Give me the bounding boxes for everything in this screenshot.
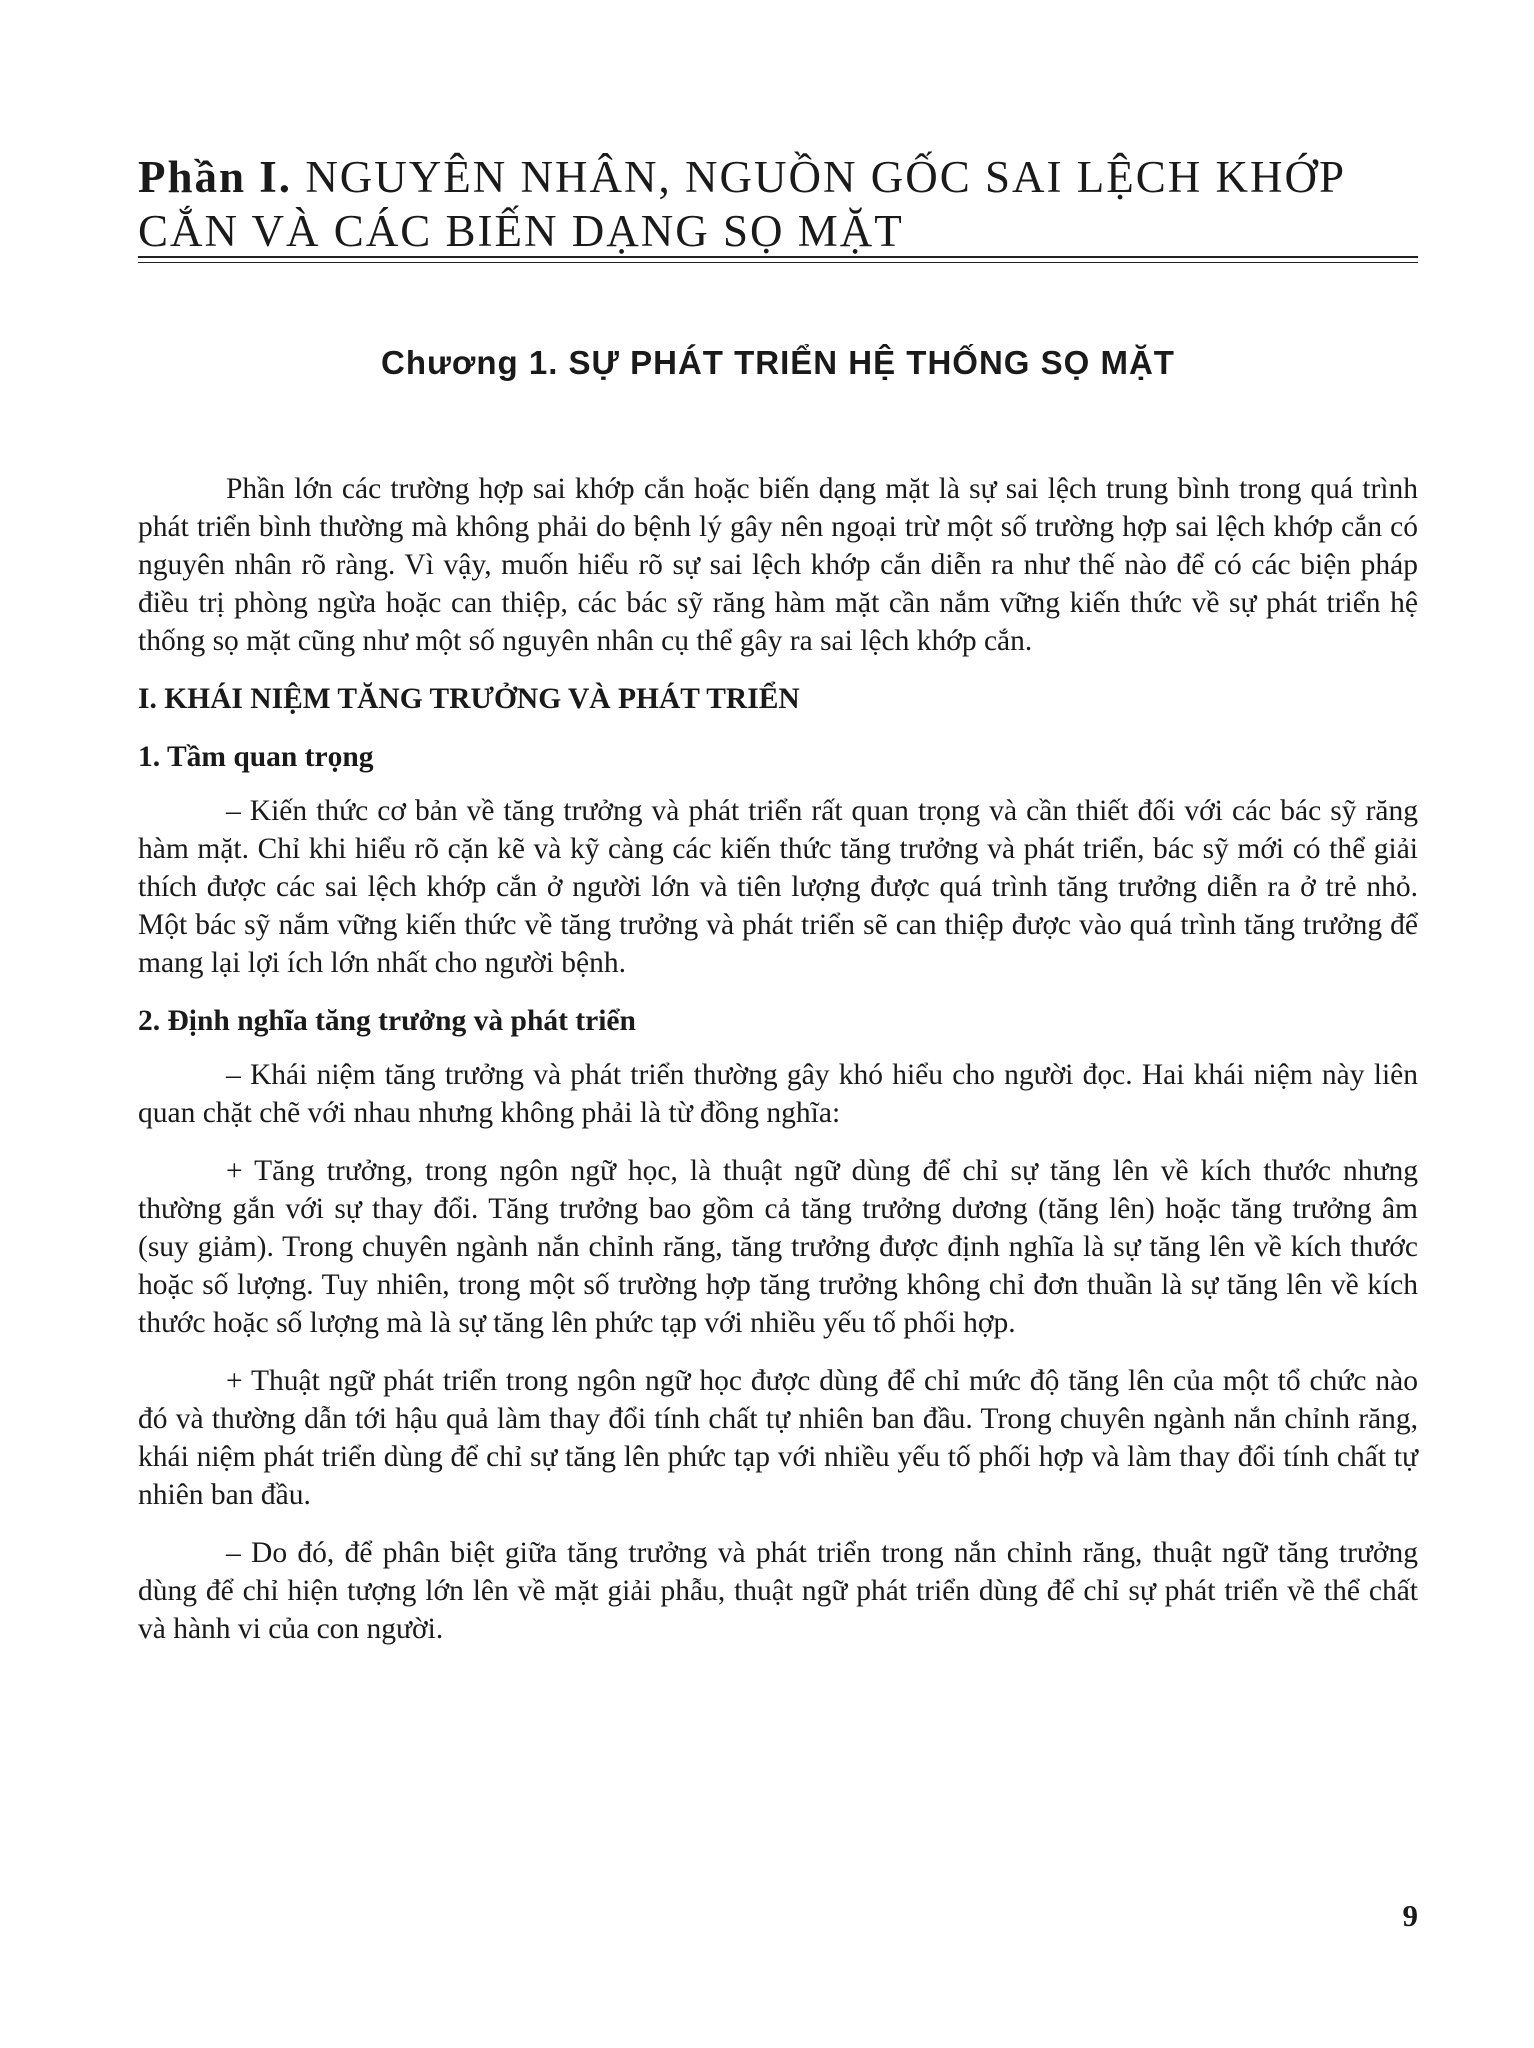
- definition-paragraph: + Tăng trưởng, trong ngôn ngữ học, là thuật ngữ dùng để chỉ sự tăng lên về kích thước nhưng thường gắn với sự thay đổi. Tăng trưởng bao gồm cả tăng trưởng dương (tăng lên) hoặc tăng trưởng âm (suy giảm). Trong chuyên ngành nắn chỉnh răng, tăng trưởng được định nghĩa là sự tăng lên về kích thước hoặc số lượng. Tuy nhiên, trong một số trường hợp tăng trưởng không chỉ đơn thuần là sự tăng lên về kích thước hoặc số lượng mà là sự tăng lên phức tạp với nhiều yếu tố phối hợp.: [138, 1155, 1418, 1339]
- part-title-text: NGUYÊN NHÂN, NGUỒN GỐC SAI LỆCH KHỚP CẮN VÀ CÁC BIẾN DẠNG SỌ MẶT: [138, 152, 1345, 256]
- subsection-heading-importance: 1. Tầm quan trọng: [138, 741, 374, 773]
- importance-paragraph: – Kiến thức cơ bản về tăng trưởng và phát triển rất quan trọng và cần thiết đối với các bác sỹ răng hàm mặt. Chỉ khi hiểu rõ cặn kẽ và kỹ càng các kiến thức tăng trưởng và phát triển, bác sỹ mới có thể giải thích được các sai lệch khớp cắn ở người lớn và tiên lượng được quá trình tăng trưởng diễn ra ở trẻ nhỏ. Một bác sỹ nắm vững kiến thức về tăng trưởng và phát triển sẽ can thiệp được vào quá trình tăng trưởng để mang lại lợi ích lớn nhất cho người bệnh.: [138, 795, 1418, 979]
- part-title: [138, 150, 1418, 258]
- book-page: [138, 0, 1418, 2048]
- subsection-heading-definition: 2. Định nghĩa tăng trưởng và phát triển: [138, 1005, 636, 1037]
- chapter-title: Chương 1. SỰ PHÁT TRIỂN HỆ THỐNG SỌ MẶT: [381, 344, 1175, 381]
- intro-paragraph: Phần lớn các trường hợp sai khớp cắn hoặc biến dạng mặt là sự sai lệch trung bình trong quá trình phát triển bình thường mà không phải do bệnh lý gây nên ngoại trừ một số trường hợp sai lệch khớp cắn có nguyên nhân rõ ràng. Vì vậy, muốn hiểu rõ sự sai lệch khớp cắn diễn ra như thế nào để có các biện pháp điều trị phòng ngừa hoặc can thiệp, các bác sỹ răng hàm mặt cần nắm vững kiến thức về sự phát triển hệ thống sọ mặt cũng như một số nguyên nhân cụ thể gây ra sai lệch khớp cắn.: [138, 473, 1418, 657]
- page-number: 9: [1402, 1898, 1418, 1933]
- definition-paragraph: – Khái niệm tăng trưởng và phát triển thường gây khó hiểu cho người đọc. Hai khái niệm này liên quan chặt chẽ với nhau nhưng không phải là từ đồng nghĩa:: [138, 1059, 1418, 1129]
- definition-paragraph: – Do đó, để phân biệt giữa tăng trưởng và phát triển trong nắn chỉnh răng, thuật ngữ tăng trưởng dùng để chỉ hiện tượng lớn lên về mặt giải phẫu, thuật ngữ phát triển dùng để chỉ sự phát triển về thể chất và hành vi của con người.: [138, 1537, 1418, 1645]
- title-divider: [138, 256, 1418, 263]
- definition-paragraph: + Thuật ngữ phát triển trong ngôn ngữ học được dùng để chỉ mức độ tăng lên của một tổ chức nào đó và thường dẫn tới hậu quả làm thay đổi tính chất tự nhiên ban đầu. Trong chuyên ngành nắn chỉnh răng, khái niệm phát triển dùng để chỉ sự tăng lên phức tạp với nhiều yếu tố phối hợp và làm thay đổi tính chất tự nhiên ban đầu.: [138, 1365, 1418, 1511]
- part-title-lead: Phần I.: [138, 152, 293, 202]
- body-text: [138, 470, 1418, 1668]
- section-heading: I. KHÁI NIỆM TĂNG TRƯỞNG VÀ PHÁT TRIỂN: [138, 683, 800, 715]
